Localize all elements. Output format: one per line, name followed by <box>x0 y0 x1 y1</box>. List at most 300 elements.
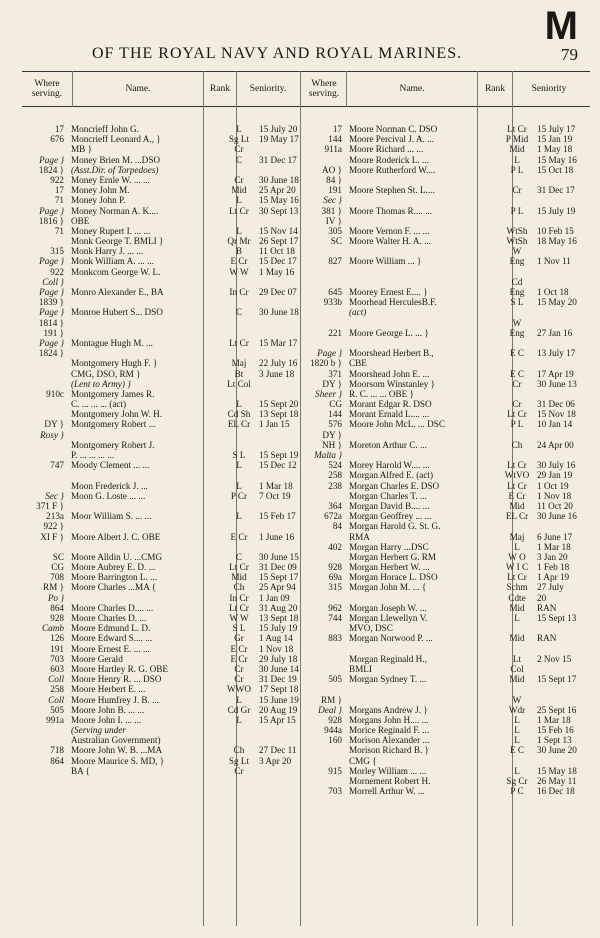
rank: L <box>236 714 242 725</box>
rank: L <box>514 735 520 746</box>
officer-name: Moore Charles ...MA { <box>71 582 157 593</box>
rank: Lt Cr <box>507 409 527 420</box>
rank: L <box>514 765 520 776</box>
where-serving: 1824 } <box>38 348 64 359</box>
officer-name: Montague Hugh M. ... <box>71 337 153 348</box>
officer-name: Morgan Reginald H., <box>349 653 427 664</box>
seniority-date: 29 Dec 07 <box>259 287 297 297</box>
entry-row <box>18 521 300 531</box>
rank: P Cr <box>230 490 248 501</box>
entry-row <box>296 603 596 613</box>
where-serving: Page } <box>39 256 64 267</box>
officer-name: Moore Rutherford W.... <box>349 164 436 175</box>
seniority-date: 1 Jan 09 <box>259 592 290 603</box>
seniority-date: 1 Nov 11 <box>537 256 571 267</box>
rank: E Cr <box>230 643 248 654</box>
where-serving: 160 <box>328 735 342 746</box>
entry-row <box>18 644 300 654</box>
officer-name: Moorshead Herbert B., <box>349 348 434 359</box>
rank: Lt Cr <box>507 460 527 471</box>
seniority-date: 1 Nov 18 <box>259 643 294 654</box>
officer-name: Morison Alexander ... <box>349 735 430 746</box>
entry-row <box>296 409 596 419</box>
page-number: 79 <box>561 45 578 64</box>
entry-row <box>296 134 596 144</box>
seniority-date: 1 June 16 <box>259 531 295 542</box>
officer-name: Morgan Alfred E. (act) <box>349 470 434 481</box>
officer-name: Moore Barrington L. ... <box>71 572 157 583</box>
entry-row <box>18 684 300 694</box>
where-serving: 505 <box>328 674 342 685</box>
officer-name: RMA <box>349 531 370 542</box>
entry-row <box>296 226 596 236</box>
seniority-date: 6 June 17 <box>537 531 573 542</box>
entry-row <box>18 460 300 470</box>
where-serving: 315 <box>328 582 342 593</box>
rank: WtSh <box>506 225 528 236</box>
rank: Mid <box>509 633 525 644</box>
entry-row <box>18 715 300 725</box>
officer-name: Montgomery James R. <box>71 388 155 399</box>
where-serving: Sec } <box>45 490 64 501</box>
rank: Lt Cr <box>229 337 249 348</box>
officer-name: Morgan Herbert W. ... <box>349 562 430 573</box>
entry-row <box>18 562 300 572</box>
seniority-date: 15 July 19 <box>259 623 298 634</box>
where-serving: DY } <box>322 378 342 389</box>
where-serving: 672a <box>324 511 342 522</box>
rank: Wdr <box>508 704 526 715</box>
officer-name: Moore Thomas R.... ... <box>349 205 433 216</box>
seniority-date: 20 <box>537 592 547 603</box>
entry-row <box>18 654 300 664</box>
officer-name: Morgan Charles E. DSO <box>349 480 440 491</box>
where-serving: 126 <box>50 633 64 644</box>
rank: L <box>236 399 242 410</box>
seniority-date: 15 Sept 17 <box>259 572 299 583</box>
seniority-date: 30 Sept 13 <box>259 205 299 216</box>
entry-row <box>18 491 300 501</box>
where-serving: 703 <box>328 786 342 797</box>
seniority-date: 2 Nov 15 <box>537 653 572 664</box>
where-serving: 191 <box>328 185 342 196</box>
seniority-date: 1 Mar 18 <box>259 480 293 491</box>
officer-name: Morey Harold W.... ... <box>349 460 430 471</box>
officer-name: Moore John I. ... ... <box>71 714 142 725</box>
where-serving: Sec } <box>323 195 342 206</box>
officer-name: Moore Norman C. DSO <box>349 124 438 134</box>
where-serving: 84 } <box>326 174 342 185</box>
entry-row <box>18 287 300 297</box>
entry-row <box>296 440 596 450</box>
rank: Cd Gr <box>227 704 251 715</box>
entry-row <box>18 633 300 643</box>
right-header-name: Name. <box>399 84 425 94</box>
officer-name: Monk William A. ... ... <box>71 256 154 267</box>
entry-row <box>296 155 596 165</box>
seniority-date: 3 June 18 <box>259 368 295 379</box>
where-serving: 221 <box>328 327 342 338</box>
header-bottom-rule <box>22 106 590 107</box>
entry-row <box>18 409 300 419</box>
where-serving: AO } <box>322 164 342 175</box>
seniority-date: 11 Oct 20 <box>537 500 573 511</box>
rank: P Mid <box>505 134 529 145</box>
seniority-date: 13 Sept 18 <box>259 409 299 420</box>
entry-row <box>18 124 300 134</box>
rank: Cr <box>512 378 522 389</box>
where-serving: RM } <box>42 582 64 593</box>
divider <box>346 71 347 107</box>
entry-row <box>18 185 300 195</box>
entry-row <box>18 358 300 368</box>
seniority-date: 30 June 13 <box>537 378 577 389</box>
where-serving: 191 } <box>43 327 64 338</box>
entry-row <box>296 389 596 399</box>
officer-name: (act) <box>349 307 367 318</box>
where-serving: Page } <box>39 337 64 348</box>
rank: L <box>514 154 520 165</box>
officer-name: Moncrieff John G. <box>71 124 139 134</box>
where-serving: 371 <box>328 368 342 379</box>
rank: Mid <box>231 572 247 583</box>
where-serving: 991a <box>46 714 64 725</box>
where-serving: Coll } <box>42 276 64 287</box>
officer-name: R. C. ... ... OBE } <box>349 388 414 399</box>
officer-name: Moore John W. B. ...MA <box>71 745 163 756</box>
officer-name: Money Brien M. ...DSO <box>71 154 161 165</box>
rank: L <box>514 541 520 552</box>
seniority-date: 15 Oct 18 <box>537 164 574 175</box>
seniority-date: 15 Mar 17 <box>259 337 298 348</box>
where-serving: 944a <box>324 725 342 736</box>
seniority-date: 31 Dec 17 <box>537 185 575 196</box>
officer-name: Morgan David B.... ... <box>349 500 430 511</box>
entry-row <box>296 470 596 480</box>
officer-name: Monkcom George W. L. <box>71 266 161 277</box>
seniority-date: 27 Dec 11 <box>259 745 297 756</box>
entry-row <box>296 532 596 542</box>
entry-row <box>18 297 300 307</box>
where-serving: 962 <box>328 602 342 613</box>
entry-row <box>18 389 300 399</box>
entry-row <box>296 419 596 429</box>
officer-name: MB } <box>71 144 93 155</box>
officer-name: Moorey Ernest E.... } <box>349 287 428 297</box>
rank: Schm <box>506 582 528 593</box>
where-serving: 827 <box>328 256 342 267</box>
officer-name: Mornement Robert H. <box>349 776 431 786</box>
entry-row <box>296 236 596 246</box>
where-serving: 922 <box>50 174 64 185</box>
officer-name: Money Rupert I. ... ... <box>71 225 151 236</box>
entry-row <box>296 756 596 766</box>
rank: P C <box>510 786 524 797</box>
section-letter: M <box>544 4 578 48</box>
officer-name: P. ... ... ... ... <box>71 450 115 460</box>
seniority-date: 19 May 17 <box>259 134 299 145</box>
officer-name: Moore Vernon F. ... ... <box>349 225 430 236</box>
divider <box>72 71 73 107</box>
rank: Mid <box>231 185 247 196</box>
seniority-date: 17 Apr 19 <box>537 368 574 379</box>
where-serving: Rosy } <box>40 429 64 440</box>
seniority-date: 25 Apr 20 <box>259 185 296 196</box>
entry-row <box>296 735 596 745</box>
seniority-date: 17 Sept 18 <box>259 684 299 695</box>
where-serving: 144 <box>328 409 342 420</box>
entry-row <box>18 216 300 226</box>
entry-row <box>18 267 300 277</box>
where-serving: 576 <box>328 419 342 430</box>
entry-row <box>18 481 300 491</box>
seniority-date: 30 July 16 <box>537 460 576 471</box>
entry-row <box>296 185 596 195</box>
seniority-date: 11 Oct 18 <box>259 246 295 257</box>
rank: C <box>235 154 243 165</box>
seniority-date: 15 Dec 12 <box>259 460 297 471</box>
rank: Lt Col <box>227 378 251 389</box>
entry-row <box>296 206 596 216</box>
officer-name: CBE <box>349 358 367 369</box>
entry-row <box>18 206 300 216</box>
seniority-date: 15 Feb 16 <box>537 725 574 736</box>
entry-row <box>18 725 300 735</box>
officer-name: Moore Charles D. ... <box>71 613 147 623</box>
rank: W <box>512 694 522 705</box>
where-serving: 371 F } <box>36 500 64 511</box>
seniority-date: 15 Apr 15 <box>259 714 296 725</box>
officer-name: Moore Maurice S. MD, } <box>71 755 165 766</box>
rank: S L <box>232 450 246 460</box>
rank: W O <box>508 551 526 562</box>
officer-name: Montgomery Robert ... <box>71 419 156 430</box>
where-serving: 910c <box>46 388 64 399</box>
officer-name: Morgan Geoffrey ... ... <box>349 511 432 522</box>
rank: C <box>235 307 243 318</box>
officer-name: Moore Herbert E. ... <box>71 684 146 695</box>
rank: B <box>235 246 243 257</box>
where-serving: Page } <box>39 205 64 216</box>
seniority-date: 1 Mar 18 <box>537 541 571 552</box>
seniority-date: 15 Sept 13 <box>537 613 577 623</box>
entry-row <box>296 175 596 185</box>
officer-name: Money Norman A. K.... <box>71 205 159 216</box>
entry-row <box>18 511 300 521</box>
where-serving: 1824 } <box>38 164 64 175</box>
entry-row <box>296 267 596 277</box>
entry-row <box>18 348 300 358</box>
officer-name: (Lent to Army) } <box>71 378 131 389</box>
officer-name: Moore William ... } <box>349 256 422 267</box>
entry-row <box>18 501 300 511</box>
where-serving: CG <box>51 562 64 573</box>
entry-row <box>296 430 596 440</box>
entry-row <box>296 399 596 409</box>
officer-name: Morgan Sydney T. ... <box>349 674 427 685</box>
seniority-date: 15 May 20 <box>537 297 577 308</box>
entry-row <box>18 338 300 348</box>
seniority-date: 1 May 18 <box>537 144 573 155</box>
rank: Cr <box>234 663 244 674</box>
entry-row <box>18 440 300 450</box>
seniority-date: 25 Apr 94 <box>259 582 296 593</box>
seniority-date: 13 July 17 <box>537 348 576 359</box>
where-serving: 744 <box>328 613 342 623</box>
left-header-name: Name. <box>125 84 151 94</box>
where-serving: 84 <box>332 521 342 532</box>
officer-name: CMG, DSO, RM } <box>71 368 141 379</box>
where-serving: RM } <box>320 694 342 705</box>
where-serving: 258 <box>328 470 342 481</box>
rank: Ch <box>511 439 523 450</box>
officer-name: Monk Harry J. ... ... <box>71 246 144 257</box>
officer-name: Moody Clement ... ... <box>71 460 150 471</box>
officer-name: Money Ernle W. ... ... <box>71 174 150 185</box>
rank: L <box>236 511 242 522</box>
officer-name: Money John P. <box>71 195 126 206</box>
entry-row <box>18 144 300 154</box>
where-serving: Coll <box>48 674 64 685</box>
entry-row <box>18 450 300 460</box>
officer-name: (Asst.Dir. of Torpedoes) <box>71 164 159 175</box>
officer-name: Moore George L. ... } <box>349 327 429 338</box>
officer-name: Moore Edmund L. D. <box>71 623 151 634</box>
entry-row <box>296 287 596 297</box>
rank: E C <box>509 745 525 756</box>
entry-row <box>296 460 596 470</box>
where-serving: 928 <box>50 613 64 623</box>
rank: E C <box>509 348 525 359</box>
rank: Eng <box>509 327 525 338</box>
entry-row <box>296 695 596 705</box>
officer-name: Morgans Andrew J. } <box>349 704 428 715</box>
entry-row <box>296 766 596 776</box>
officer-name: Morgan Norwood P. ... <box>349 633 433 644</box>
rank: Bt <box>234 368 244 379</box>
rank: S L <box>232 623 246 634</box>
entry-row <box>296 664 596 674</box>
rank: Eng <box>509 287 525 297</box>
officer-name: C. ... ... ... (act) <box>71 399 127 410</box>
officer-name: Moorsom Winstanley } <box>349 378 436 389</box>
seniority-date: RAN <box>537 602 557 613</box>
rank: In Cr <box>229 287 249 297</box>
entry-row <box>296 246 596 256</box>
entry-row <box>296 623 596 633</box>
entry-row <box>296 297 596 307</box>
header-top-rule <box>22 71 590 72</box>
where-serving: NH } <box>322 439 342 450</box>
officer-name: Moore Hartley R. G. OBE <box>71 663 168 674</box>
where-serving: 238 <box>328 480 342 491</box>
officer-name: Moorhead HerculesB.F. <box>349 297 437 308</box>
officer-name: Morgan Llewellyn V. <box>349 613 428 623</box>
where-serving: 258 <box>50 684 64 695</box>
officer-name: Moore Alldin U. ...CMG <box>71 551 163 562</box>
where-serving: 364 <box>328 500 342 511</box>
entry-row <box>18 695 300 705</box>
seniority-date: 27 Jan 16 <box>537 327 573 338</box>
entry-row <box>296 338 596 348</box>
officer-name: MVO, DSC <box>349 623 393 634</box>
where-serving: 71 <box>54 225 64 236</box>
seniority-date: 10 Jan 14 <box>537 419 573 430</box>
rank: P L <box>510 205 524 216</box>
entry-row <box>296 715 596 725</box>
officer-name: Moore Albert J. C. OBE <box>71 531 161 542</box>
seniority-date: 30 June 18 <box>259 307 299 318</box>
officer-name: Morgan Herbert G. RM <box>349 551 437 562</box>
rank: L <box>236 480 242 491</box>
where-serving: 402 <box>328 541 342 552</box>
entry-row <box>18 256 300 266</box>
entry-row <box>296 307 596 317</box>
officer-name: Moore Richard ... ... <box>349 144 424 155</box>
seniority-date: 3 Jan 20 <box>537 551 568 562</box>
left-header-serving: Where serving. <box>31 79 63 99</box>
entry-row <box>296 481 596 491</box>
rank: Cdte <box>508 592 526 603</box>
rank: Lt Cr <box>229 602 249 613</box>
where-serving: IV } <box>325 215 342 226</box>
rank: W W <box>229 613 249 623</box>
entry-row <box>18 369 300 379</box>
officer-name: Moore Charles D.... ... <box>71 602 154 613</box>
seniority-date: 1 Mar 18 <box>537 714 571 725</box>
entry-row <box>18 674 300 684</box>
seniority-date: 31 Aug 20 <box>259 602 298 613</box>
officer-name: Moore John McL. ... DSC <box>349 419 445 430</box>
entry-row <box>18 165 300 175</box>
entry-row <box>296 216 596 226</box>
entry-row <box>18 318 300 328</box>
right-entries <box>296 124 596 796</box>
seniority-date: 15 May 16 <box>259 195 299 206</box>
officer-name: Moore Walter H. A. ... <box>349 236 432 247</box>
where-serving: 911a <box>324 144 342 155</box>
rank: Cr <box>234 144 244 155</box>
officer-name: Morgan Joseph W. ... <box>349 602 427 613</box>
officer-name: Morgans John H.... ... <box>349 714 429 725</box>
where-serving: 933b <box>323 297 342 308</box>
entry-row <box>296 705 596 715</box>
entry-row <box>18 328 300 338</box>
where-serving: 708 <box>50 572 64 583</box>
seniority-date: 15 July 19 <box>537 205 576 216</box>
rank: Qr Mr <box>227 236 251 247</box>
seniority-date: 10 Feb 15 <box>537 225 574 236</box>
seniority-date: 15 Sept 19 <box>259 450 299 460</box>
seniority-date: 22 July 16 <box>259 358 298 369</box>
rank: Lt <box>512 653 522 664</box>
entry-row <box>18 756 300 766</box>
officer-name: BMLI <box>349 663 372 674</box>
rank: L <box>236 195 242 206</box>
rank: Mid <box>509 500 525 511</box>
officer-name: Morison Richard B. } <box>349 745 429 756</box>
where-serving: Page } <box>39 287 64 297</box>
officer-name: Moore Roderick L. ... <box>349 154 429 165</box>
where-serving: 864 <box>50 602 64 613</box>
rank: C <box>235 551 243 562</box>
entry-row <box>296 521 596 531</box>
rank: Cr <box>512 185 522 196</box>
rank: Cr <box>234 674 244 685</box>
entry-row <box>296 348 596 358</box>
entry-row <box>18 593 300 603</box>
rank: EL Cr <box>227 419 251 430</box>
